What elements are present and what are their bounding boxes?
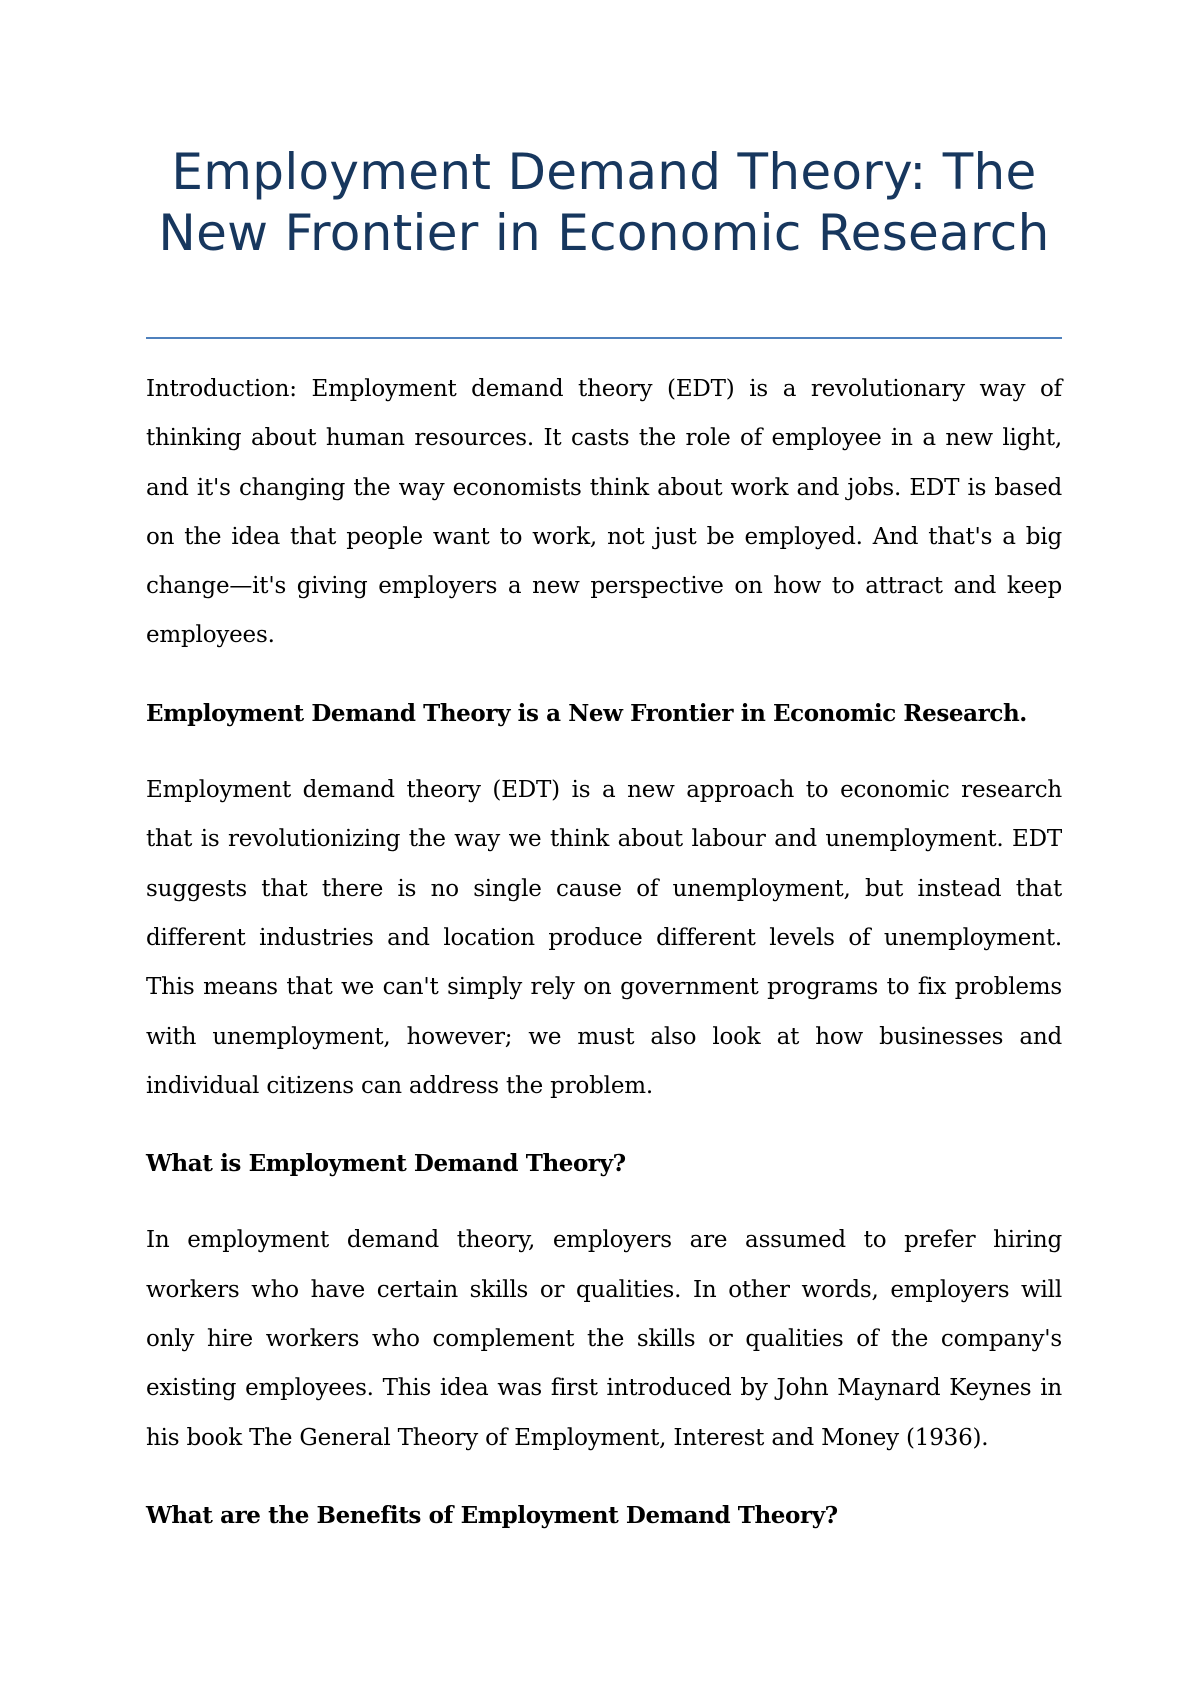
what-is-edt-paragraph: In employment demand theory, employers are assumed to prefer hiring workers who have certain skills or qualities. In other words, employers will only hire workers who complement the skills or qualities of the company's existing employees. This idea was first introduced by John Maynard Keynes in his book The General Theory of Employment, Interest and Money (1936). [146,1227,1062,1451]
document-title: Employment Demand Theory: The New Frontier in Economic Research [158,143,1050,262]
document-body [146,365,1062,1568]
section-heading-benefits: What are the Benefits of Employment Demand Theory? [146,1501,838,1529]
section-heading-new-frontier: Employment Demand Theory is a New Frontier in Economic Research. [146,699,1027,727]
new-frontier-paragraph: Employment demand theory (EDT) is a new approach to economic research that is revolutionizing the way we think about labour and unemployment. EDT suggests that there is no single cause of unemployment, but instead that different industries and location produce different levels of unemployment. This means that we can't simply rely on government programs to fix problems with unemployment, however; we must also look at how businesses and individual citizens can address the problem. [146,777,1062,1099]
title-underline-rule [146,337,1062,339]
intro-paragraph: Introduction: Employment demand theory (EDT) is a revolutionary way of thinking about human resources. It casts the role of employee in a new light, and it's changing the way economists think about work and jobs. EDT is based on the idea that people want to work, not just be employed. And that's a big change—it's giving employers a new perspective on how to attract and keep employees. [146,376,1062,649]
section-heading-what-is-edt: What is Employment Demand Theory? [146,1150,626,1178]
title-block [146,142,1062,264]
